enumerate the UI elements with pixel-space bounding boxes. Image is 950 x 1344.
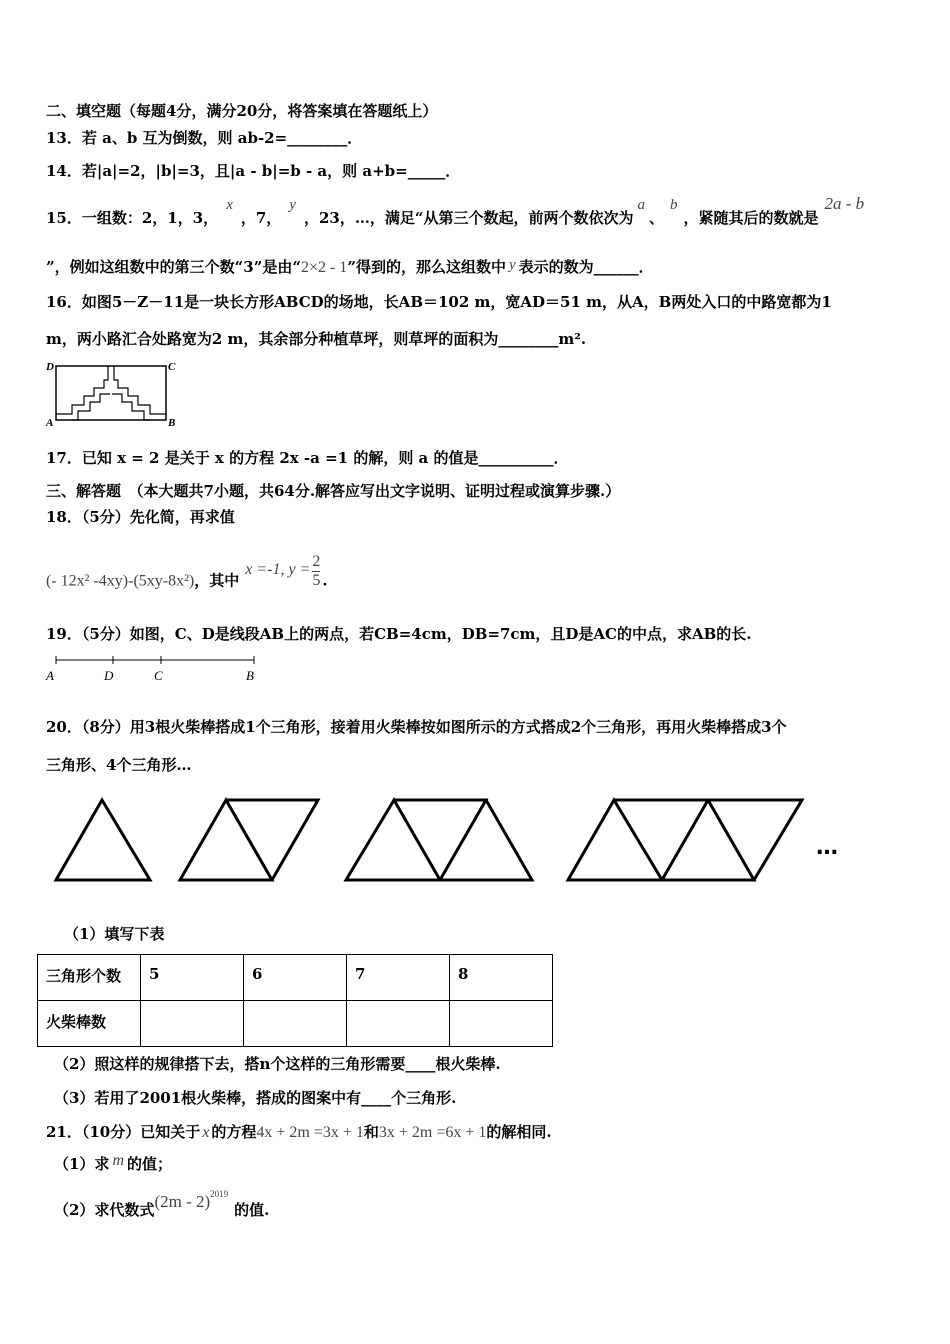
table-cell: 8 [450,955,553,1001]
table-cell: 5 [141,955,244,1001]
table-cell: 7 [347,955,450,1001]
label-b: B [168,417,176,428]
question-20-line-1: 20．（8分）用3根火柴棒搭成1个三角形，接着用火柴棒按如图所示的方式搭成2个三角形，再用火柴棒搭成3个 [46,718,787,736]
table-row [38,955,553,1001]
question-20-part-1: （1）填写下表 [64,925,165,943]
label-d: D [46,361,54,373]
path-right-inner [112,394,150,420]
label-a: A [46,668,54,683]
question-18-expression: (- 12x² -4xy)-(5xy-8x²)，其中x =-1, y = $\frac{2}{5}$ . [46,553,328,590]
label-a: A [46,417,54,428]
question-16-line-1: 16．如图5－Z－11是一块长方形ABCD的场地，长AB＝102 m，宽AD＝51 m，从A，B两处入口的中路宽都为1 [46,293,832,311]
table-row [38,1001,553,1047]
question-17: 17．已知 x = 2 是关于 x 的方程 2x -a =1 的解，则 a 的值是__________． [46,449,569,467]
label-b: B [246,668,254,683]
ellipsis: … [816,835,838,860]
table-cell[interactable] [450,1001,553,1047]
question-15-line-1: 15．一组数：2，1，3，x，7，y，23，…，满足“从第三个数起，前两个数依次为a、b，紧随其后的数就是2a - b [46,194,865,227]
label-c: C [168,361,176,373]
matchstick-triangles-figure [50,792,870,888]
table-cell: 火柴棒数 [38,1001,141,1047]
table-cell: 6 [244,955,347,1001]
question-21-part-1: （1）求 m 的值； [54,1152,173,1173]
label-c: C [154,668,163,683]
question-13: 13．若 a、b 互为倒数，则 ab-2=________． [46,129,363,147]
triangle-group-1 [56,800,150,880]
table-cell[interactable] [141,1001,244,1047]
question-20-line-2: 三角形、4个三角形… [46,756,192,774]
question-20-part-3: （3）若用了2001根火柴棒，搭成的图案中有____个三角形. [54,1089,457,1107]
answer-table [37,954,553,1047]
line-segment-figure [44,652,264,684]
fraction-two-fifths: $\frac{2}{5}$ [312,553,321,589]
label-d: D [104,668,114,683]
table-cell: 三角形个数 [38,955,141,1001]
question-15-line-2: ”，例如这组数中的第三个数“3”是由“2×2 - 1”得到的，那么这组数中 y 表示的数为______． [46,257,654,276]
question-21-part-2: （2）求代数式(2m - 2)$^{2019}$的值. [54,1189,270,1219]
triangle-group-4 [568,800,802,880]
path-left-outer [56,366,108,414]
question-18-title: 18．（5分）先化简，再求值 [46,508,235,526]
triangle-group-2 [180,800,318,880]
question-14: 14．若|a|=2，|b|=3，且|a - b|=b - a，则 a+b=_____． [46,162,461,180]
path-right-outer [114,366,166,414]
question-19: 19．（5分）如图，C、D是线段AB上的两点，若CB=4cm，DB=7cm，且D是AC的中点，求AB的长. [46,625,752,643]
question-16-line-2: m，两小路汇合处路宽为2 m，其余部分种植草坪，则草坪的面积为________m². [46,330,587,348]
question-21: 21．（10分）已知关于 x 的方程4x + 2m =3x + 1和3x + 2m =6x + 1的解相同. [46,1123,552,1141]
section-3-header: 三、解答题 （本大题共7小题，共64分.解答应写出文字说明、证明过程或演算步骤.） [46,482,621,500]
question-20-part-2: （2）照这样的规律搭下去，搭n个这样的三角形需要____根火柴棒. [54,1055,501,1073]
path-left-inner [72,394,110,420]
triangle-group-3 [346,800,532,880]
table-cell[interactable] [347,1001,450,1047]
section-2-header: 二、填空题（每题4分，满分20分，将答案填在答题纸上） [46,102,438,120]
table-cell[interactable] [244,1001,347,1047]
rectangle-field-figure [44,358,184,428]
